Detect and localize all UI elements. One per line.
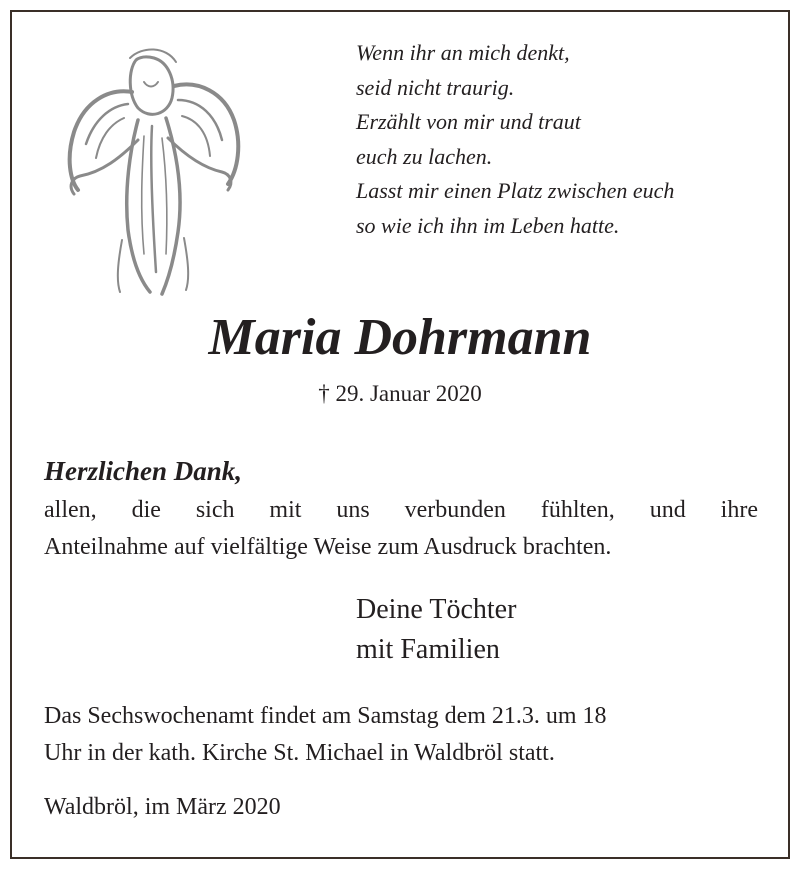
deceased-name: Maria Dohrmann — [208, 309, 592, 366]
poem-line: Wenn ihr an mich denkt, — [356, 40, 570, 65]
thanks-word: uns — [336, 497, 370, 523]
thanks-line-1 — [44, 492, 758, 529]
signature-line-2: mit Familien — [356, 634, 500, 665]
service-line-1: Das Sechswochenamt findet am Samstag dem 21.3. um 18 — [44, 703, 607, 729]
signature-line-1: Deine Töchter — [356, 594, 517, 625]
signature — [356, 590, 516, 670]
poem-line: so wie ich ihn im Leben hatte. — [356, 212, 620, 238]
thanks-word: verbunden — [404, 497, 506, 523]
place-date: Waldbröl, im März 2020 — [44, 794, 281, 820]
thanks-word: fühlten, — [540, 497, 615, 523]
thanks-word: ihre — [720, 497, 758, 523]
death-date: † 29. Januar 2020 — [318, 381, 482, 406]
thanks-heading: Herzlichen Dank, — [44, 456, 243, 486]
poem-line: seid nicht traurig. — [356, 74, 515, 100]
angel-icon — [58, 40, 248, 298]
poem-line: Lasst mir einen Platz zwischen euch — [356, 178, 675, 203]
thanks-word: allen, — [44, 497, 97, 523]
thanks-word: und — [649, 497, 686, 523]
poem-line: euch zu lachen. — [356, 143, 493, 169]
poem-line: Erzählt von mir und traut — [356, 109, 581, 134]
poem — [356, 36, 776, 243]
thanks-line-2: Anteilnahme auf vielfältige Weise zum Ausdruck brachten. — [44, 534, 612, 560]
service-announcement — [44, 698, 758, 771]
thanks-word: sich — [195, 497, 235, 523]
service-line-2: Uhr in der kath. Kirche St. Michael in Waldbröl statt. — [44, 739, 555, 766]
thanks-text — [44, 492, 758, 566]
thanks-word: die — [131, 497, 161, 523]
thanks-word: mit — [269, 497, 302, 523]
